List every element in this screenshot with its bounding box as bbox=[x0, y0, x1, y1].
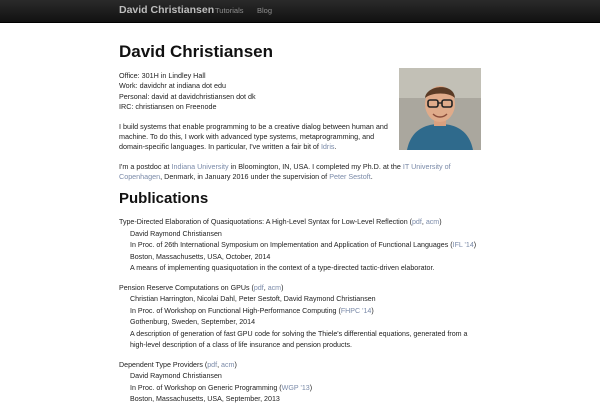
publication-location: Boston, Massachusetts, USA, October, 2014 bbox=[130, 252, 271, 261]
venue-text: In Proc. of Workshop on Generic Programming bbox=[130, 383, 278, 392]
publication-authors: Christian Harrington, Nicolai Dahl, Peter Sestoft, David Raymond Christiansen bbox=[130, 295, 376, 303]
pdf-link[interactable]: pdf bbox=[411, 218, 422, 226]
publication-authors: David Raymond Christiansen bbox=[130, 372, 222, 380]
bio-text-1: I'm a postdoc at bbox=[119, 161, 170, 171]
publication-venue: In Proc. of Workshop on Generic Programming (WGP '13) bbox=[130, 383, 313, 392]
publication-authors: David Raymond Christiansen bbox=[130, 229, 222, 238]
idris-link[interactable]: Idris bbox=[320, 142, 335, 152]
contact-irc: IRC: christiansen on Freenode bbox=[119, 102, 217, 112]
venue-link[interactable]: WGP '13 bbox=[281, 383, 310, 392]
publication-description: A description of generation of fast GPU code for solving the Thiele's differential equations, generated from a high-level description of a class of life insurance and pension products. bbox=[130, 329, 468, 349]
publication-location: Boston, Massachusetts, USA, September, 2013 bbox=[130, 395, 280, 403]
publication-title: Pension Reserve Computations on GPUs bbox=[119, 283, 250, 292]
publication-item: Dependent Type Providers (pdf, acm) David Raymond Christiansen In Proc. of Workshop on Generic Programming (WGP '13) Boston, Massachusetts, USA, September, 2013 bbox=[119, 360, 481, 406]
contact-personal-email: Personal: david at davidchristiansen dot dk bbox=[119, 91, 256, 101]
pdf-link[interactable]: pdf bbox=[207, 360, 218, 369]
intro-end: . bbox=[334, 142, 337, 152]
bio-paragraph bbox=[119, 162, 464, 183]
venue-link[interactable]: FHPC '14 bbox=[340, 306, 372, 315]
publication-title: Dependent Type Providers bbox=[119, 360, 203, 369]
page-title: David Christiansen bbox=[119, 42, 273, 61]
venue-text: In Proc. of 26th International Symposium on Implementation and Application of Functional Languages bbox=[130, 241, 449, 249]
publications-heading: Publications bbox=[119, 190, 209, 207]
indiana-university-link[interactable]: Indiana University bbox=[171, 161, 229, 171]
pdf-link[interactable]: pdf bbox=[253, 283, 264, 292]
bio-text-4: . bbox=[370, 172, 373, 182]
publication-item: Type-Directed Elaboration of Quasiquotations: A High-Level Syntax for Low-Level Reflection (pdf, acm) David Raymond Christiansen In Proc. of 26th International Symposium on Implementation and Application of Functional Languages (IFL '14) Boston, Massachusetts, USA, October, 2014 A means of implementing quasiquotation in the context of a type-directed tactic-driven elaborator. bbox=[119, 217, 481, 275]
nav-tutorials-link[interactable]: Tutorials bbox=[215, 6, 244, 15]
contact-work-email: Work: davidchr at indiana dot edu bbox=[119, 81, 226, 91]
contact-office: Office: 301H in Lindley Hall bbox=[119, 71, 206, 80]
nav-blog-link[interactable]: Blog bbox=[257, 6, 273, 15]
publication-venue: In Proc. of 26th International Symposium on Implementation and Application of Functional Languages (IFL '14) bbox=[130, 241, 477, 249]
navbar bbox=[0, 0, 600, 23]
intro-text: I build systems that enable programming to be a creative dialog between human and machine. To do this, I work with advanced type systems, metaprogramming, and domain-specific languages. In particular, I've written a fair bit of bbox=[119, 121, 388, 152]
publication-venue: In Proc. of Workshop on Functional High-Performance Computing (FHPC '14) bbox=[130, 306, 374, 315]
peter-sestoft-link[interactable]: Peter Sestoft bbox=[329, 172, 371, 182]
profile-photo-illustration bbox=[399, 68, 481, 150]
publication-description: A means of implementing quasiquotation in the context of a type-directed tactic-driven elaborator. bbox=[130, 264, 435, 272]
publications-list bbox=[119, 217, 481, 414]
publication-title: Type-Directed Elaboration of Quasiquotations: A High-Level Syntax for Low-Level Reflection bbox=[119, 218, 408, 226]
bio-text-3: , Denmark, in January 2016 under the supervision of bbox=[160, 172, 328, 182]
publication-location: Gothenburg, Sweden, September, 2014 bbox=[130, 318, 256, 326]
venue-text: In Proc. of Workshop on Functional High-Performance Computing bbox=[130, 306, 337, 315]
brand-link[interactable]: David Christiansen bbox=[119, 4, 215, 16]
acm-link[interactable]: acm bbox=[221, 360, 235, 369]
itu-copenhagen-link[interactable]: IT University of Copenhagen bbox=[119, 161, 451, 182]
bio-text-2: in Bloomington, IN, USA. I completed my Ph.D. at the bbox=[230, 161, 401, 171]
publication-item: Pension Reserve Computations on GPUs (pdf, acm) Christian Harrington, Nicolai Dahl, Peter Sestoft, David Raymond Christiansen In Proc. of Workshop on Functional High-Performance Computing (FHPC '14) Gothenburg, Sweden, September, 2014 A description of generation of fast GPU code for solving the Thiele's differential equations, generated from a high-level description of a class of life insurance and pension products. bbox=[119, 283, 481, 352]
acm-link[interactable]: acm bbox=[267, 283, 282, 292]
venue-link[interactable]: IFL '14 bbox=[452, 241, 474, 249]
intro-paragraph bbox=[119, 122, 394, 153]
profile-photo bbox=[399, 68, 481, 150]
acm-link[interactable]: acm bbox=[425, 218, 440, 226]
